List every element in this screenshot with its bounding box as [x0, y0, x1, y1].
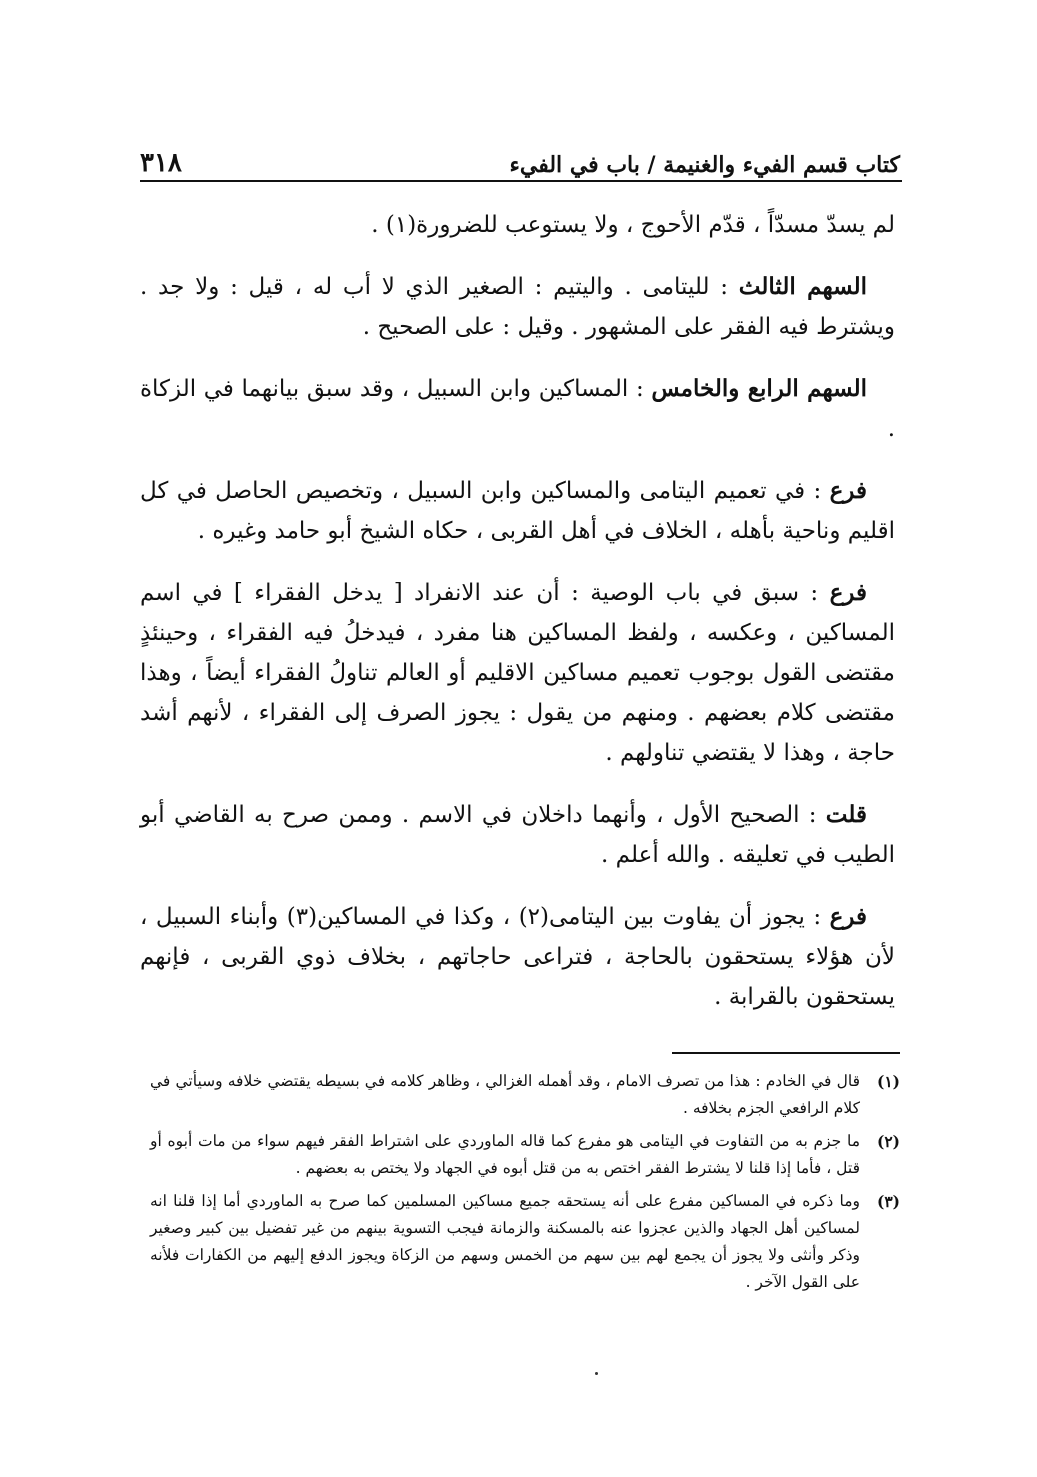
paragraph-4	[140, 471, 895, 551]
footnote-1	[150, 1068, 900, 1122]
footnote-text: قال في الخادم : هذا من تصرف الامام ، وقد أهمله الغزالي ، وظاهر كلامه في بسيطه يقتضي خلافه وسيأتي في كلام الرافعي الجزم بخلافه .	[150, 1072, 860, 1117]
footnote-number: (٢)	[876, 1132, 900, 1151]
header-rule	[140, 180, 902, 182]
page-number: ٣١٨	[140, 148, 182, 178]
paragraph-3	[140, 369, 895, 449]
paragraph-5	[140, 573, 895, 773]
footnote-rule	[672, 1052, 900, 1054]
paragraph-lead: السهم الثالث	[738, 273, 867, 300]
paragraph-lead: قلت	[825, 801, 867, 828]
paragraph-text: : المساكين وابن السبيل ، وقد سبق بيانهما في الزكاة .	[140, 376, 895, 442]
footnote-text: ما جزم به من التفاوت في اليتامى هو مفرع كما قاله الماوردي على اشتراط الفقر فيهم سواء من مات أبوه أو قتل ، فأما إذا قلنا لا يشترط الفقر اختص به من قتل أبوه في الجهاد ولا يختص به بعضهم .	[150, 1132, 860, 1177]
footnote-number: (٣)	[876, 1192, 900, 1211]
page-header	[140, 138, 900, 178]
footnote-number: (١)	[876, 1072, 900, 1091]
paragraph-2	[140, 267, 895, 347]
paragraph-text: : سبق في باب الوصية : أن عند الانفراد [ يدخل الفقراء ] في اسم المساكين ، وعكسه ، ولفظ المساكين هنا مفرد ، فيدخلُ فيه الفقراء ، وحينئذٍ مقتضى القول بوجوب تعميم مساكين الاقليم أو العالم تناولُ الفقراء أيضاً ، وهذا مقتضى كلام بعضهم . ومنهم من يقول : يجوز الصرف إلى الفقراء ، لأنهم أشد حاجة ، وهذا لا يقتضي تناولهم .	[140, 580, 895, 766]
running-title: كتاب قسم الفيء والغنيمة / باب في الفيء	[509, 152, 900, 178]
paragraph-lead: فرع	[829, 579, 867, 606]
main-text	[140, 205, 895, 1039]
scan-speck	[595, 1372, 598, 1375]
paragraph-lead: فرع	[829, 903, 867, 930]
footnote-text: وما ذكره في المساكين مفرع على أنه يستحقه جميع مساكين المسلمين كما صرح به الماوردي أما إذا قلنا انه لمساكين أهل الجهاد والذين عجزوا عنه بالمسكنة والزمانة فيجب التسوية بينهم من غير تفضيل بين كبير وصغير وذكر وأنثى ولا يجوز أن يجمع لهم بين سهم من الخمس وسهم من الزكاة ويجوز الدفع إليهم من الكفارات فلأنه على القول الآخر .	[150, 1192, 860, 1291]
footnote-2	[150, 1128, 900, 1182]
paragraph-text: لم يسدّ مسدّاً ، قدّم الأحوج ، ولا يستوعب للضرورة(١) .	[371, 212, 895, 238]
paragraph-text: : الصحيح الأول ، وأنهما داخلان في الاسم . وممن صرح به القاضي أبو الطيب في تعليقه . والله أعلم .	[140, 802, 895, 868]
paragraph-1	[140, 205, 895, 245]
paragraph-lead: السهم الرابع والخامس	[651, 375, 867, 402]
paragraph-text: : في تعميم اليتامى والمساكين وابن السبيل ، وتخصيص الحاصل في كل اقليم وناحية بأهله ، الخلاف في أهل القربى ، حكاه الشيخ أبو حامد وغيره .	[140, 478, 895, 544]
footnotes	[150, 1068, 900, 1302]
footnote-3	[150, 1188, 900, 1296]
paragraph-7	[140, 897, 895, 1017]
paragraph-6	[140, 795, 895, 875]
paragraph-text: : يجوز أن يفاوت بين اليتامى(٢) ، وكذا في المساكين(٣) وأبناء السبيل ، لأن هؤلاء يستحقون بالحاجة ، فتراعى حاجاتهم ، بخلاف ذوي القربى ، فإنهم يستحقون بالقرابة .	[140, 904, 895, 1010]
paragraph-lead: فرع	[829, 477, 867, 504]
paragraph-text: : لليتامى . واليتيم : الصغير الذي لا أب له ، قيل : ولا جد . ويشترط فيه الفقر على المشهور . وقيل : على الصحيح .	[140, 274, 895, 340]
